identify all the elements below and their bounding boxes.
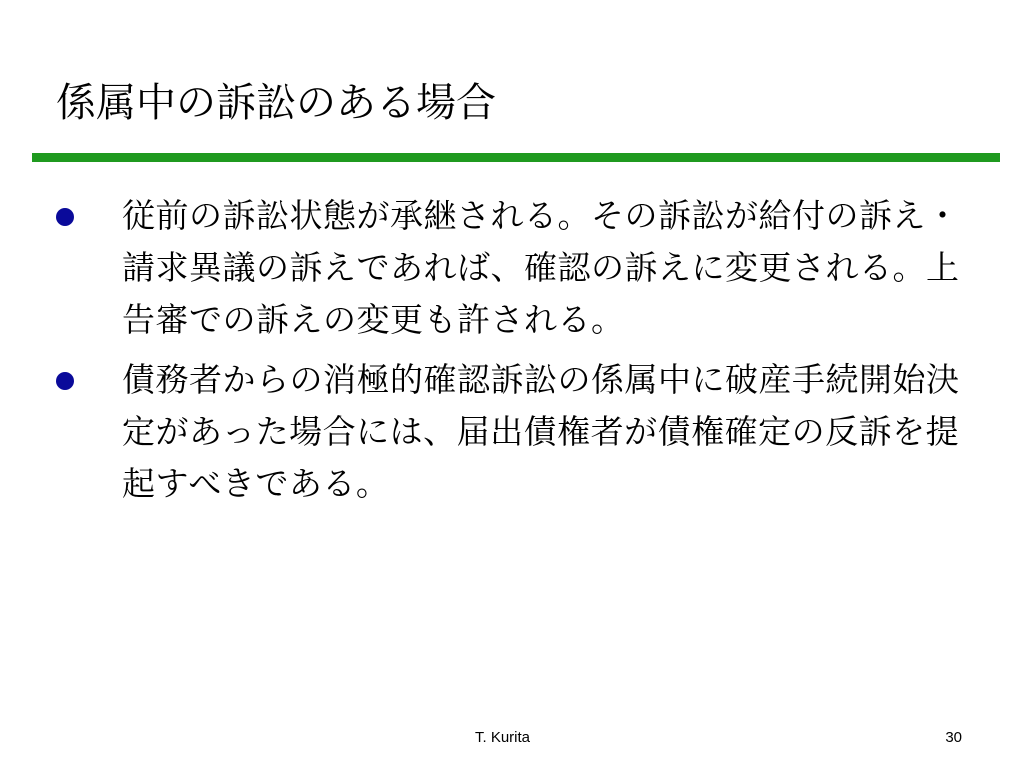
title-divider bbox=[32, 153, 1000, 162]
bullet-list bbox=[0, 190, 1024, 518]
page-number: 30 bbox=[945, 729, 962, 746]
bullet-dot-icon bbox=[56, 208, 74, 226]
bullet-dot-icon bbox=[56, 372, 74, 390]
slide-title: 係属中の訴訟のある場合 bbox=[56, 80, 496, 126]
bullet-item bbox=[0, 190, 1024, 346]
footer-author: T. Kurita bbox=[475, 729, 531, 746]
bullet-item bbox=[0, 354, 1024, 510]
bullet-text: 従前の訴訟状態が承継される。その訴訟が給付の訴え・請求異議の訴えであれば、確認の訴えに変更される。上告審での訴えの変更も許される。 bbox=[122, 196, 960, 339]
bullet-text: 債務者からの消極的確認訴訟の係属中に破産手続開始決定があった場合には、届出債権者が債権確定の反訴を提起すべきである。 bbox=[122, 360, 960, 503]
